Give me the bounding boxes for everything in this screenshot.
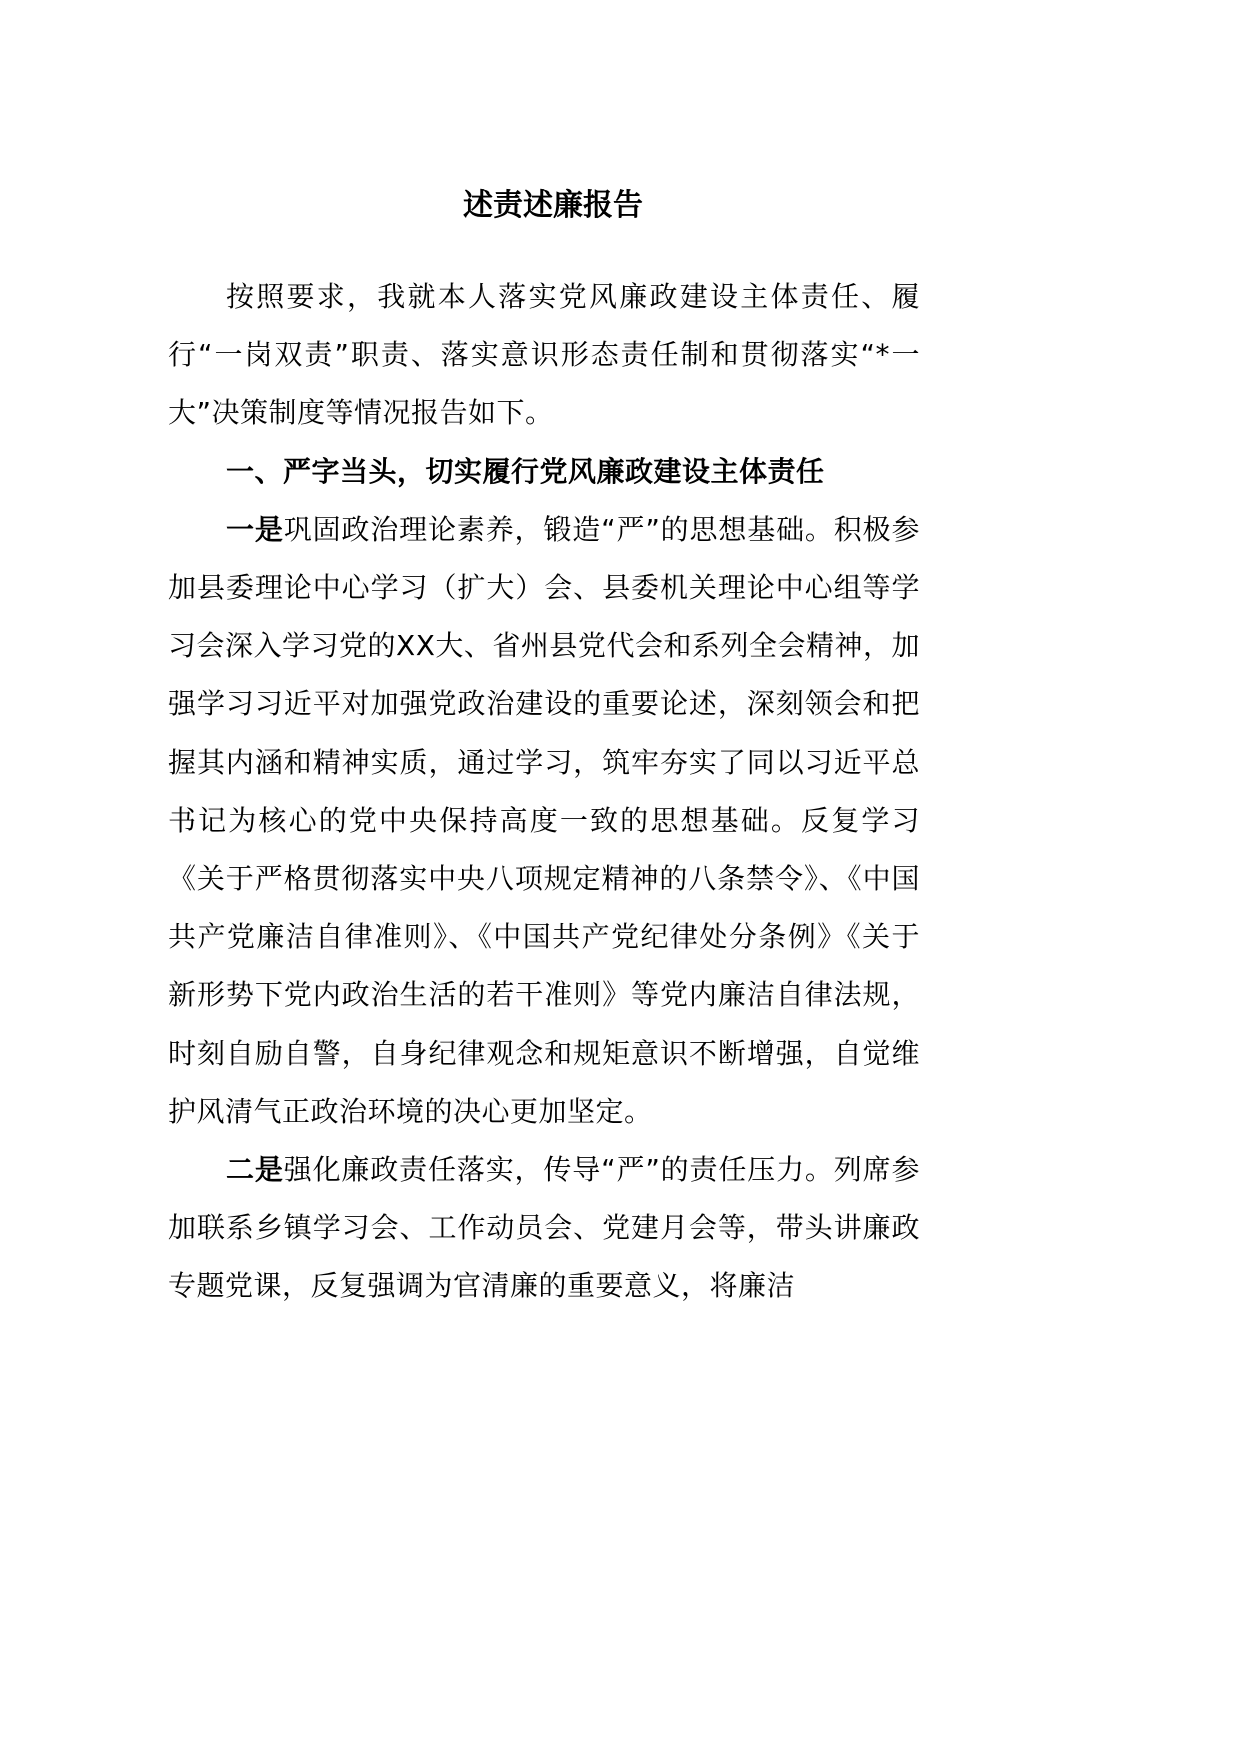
paragraph-point-2 <box>168 1141 920 1316</box>
intro-paragraph: 按照要求，我就本人落实党风廉政建设主体责任、履行“一岗双责”职责、落实意识形态责任制和贯彻落实“*一大”决策制度等情况报告如下。 <box>168 280 920 430</box>
document-body <box>168 268 920 1316</box>
paragraph-point-1 <box>168 501 920 1141</box>
section-heading: 一、严字当头，切实履行党风廉政建设主体责任 <box>226 454 825 488</box>
document-title: 述责述廉报告 <box>463 188 643 223</box>
paragraph-lead: 一是 <box>226 512 284 546</box>
paragraph-lead: 二是 <box>226 1153 284 1187</box>
paragraph-text: 强化廉政责任落实，传导“严”的责任压力。列席参加联系乡镇学习会、工作动员会、党建月会等，带头讲廉政专题党课，反复强调为官清廉的重要意义，将廉洁 <box>168 1153 920 1303</box>
paragraph-text: 巩固政治理论素养，锻造“严”的思想基础。积极参加县委理论中心学习（扩大）会、县委机关理论中心组等学习会深入学习党的XX大、省州县党代会和系列全会精神，加强学习习近平对加强党政治建设的重要论述，深刻领会和把握其内涵和精神实质，通过学习，筑牢夯实了同以习近平总书记为核心的党中央保持高度一致的思想基础。反复学习《关于严格贯彻落实中央八项规定精神的八条禁令》、《中国共产党廉洁自律准则》、《中国共产党纪律处分条例》《关于新形势下党内政治生活的若干准则》等党内廉洁自律法规，时刻自励自警，自身纪律观念和规矩意识不断增强，自觉维护风清气正政治环境的决心更加坚定。 <box>168 512 920 1128</box>
